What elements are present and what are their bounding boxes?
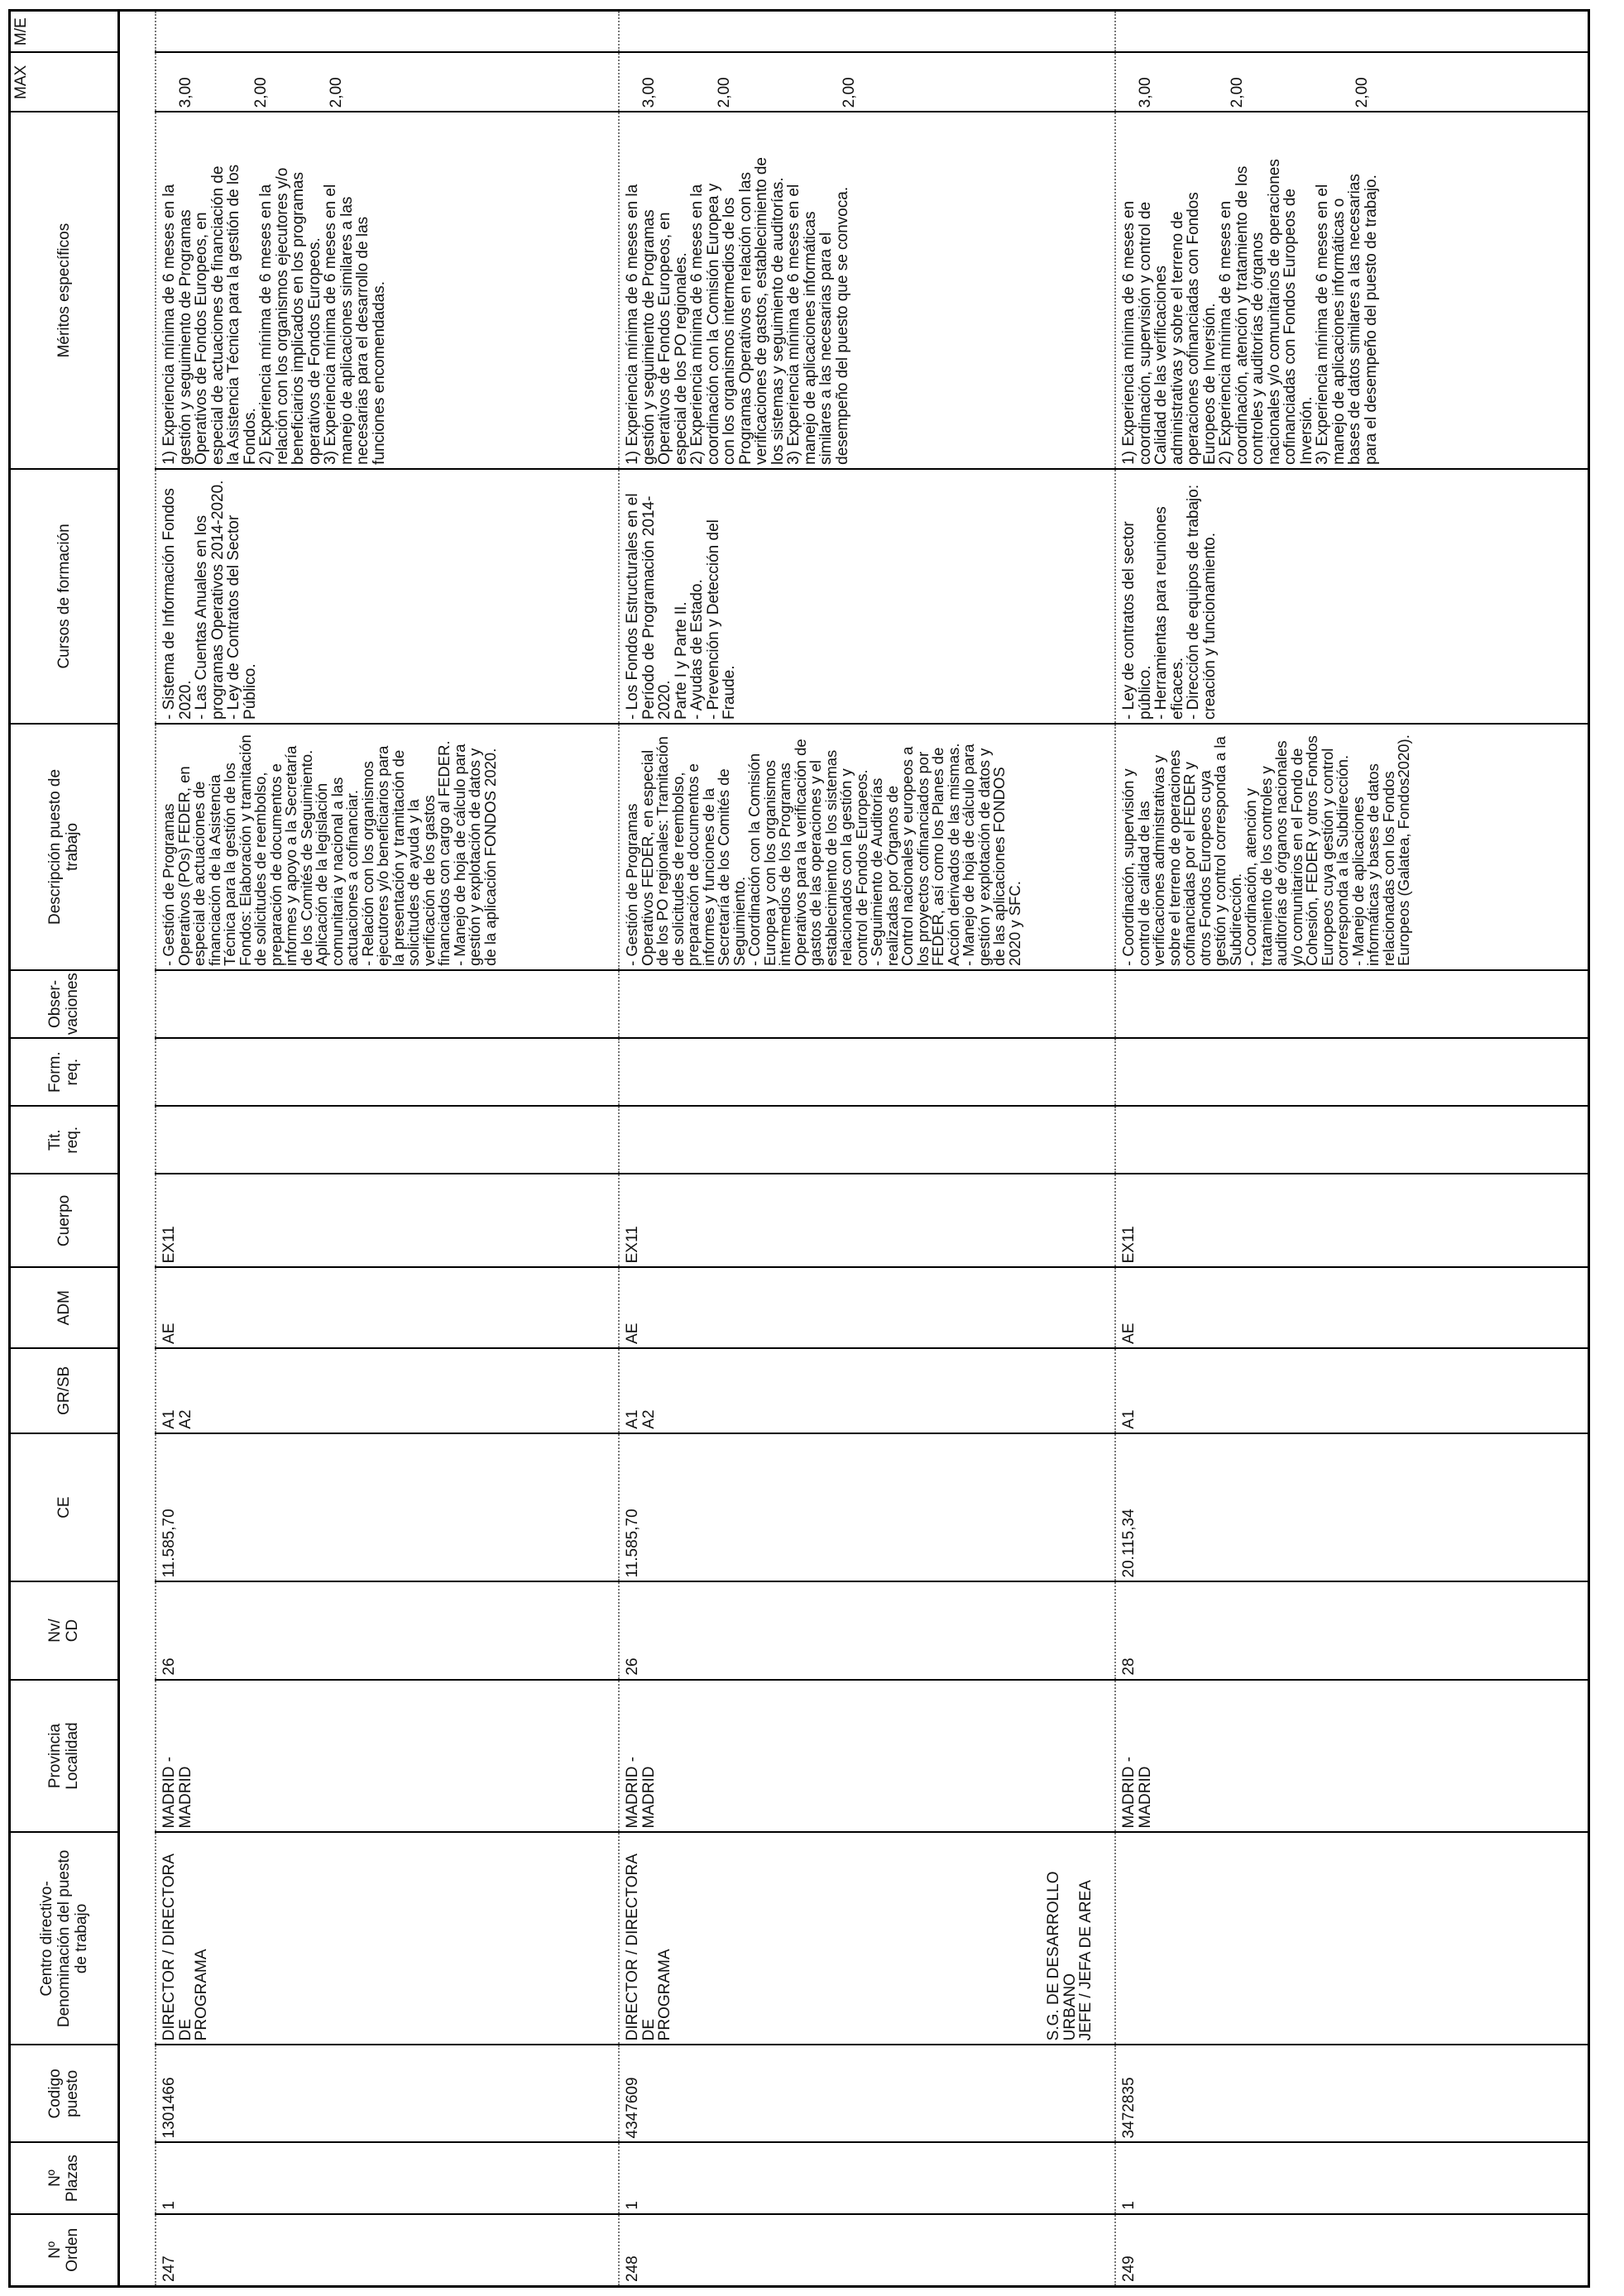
cell-descripcion: - Gestión de Programas Operativos (POs) FEDER, en especial de actuaciones de financiación de la Asistencia Técnica para la gestión de los Fondos: Elaboración y tramitación de solicitudes de reembolso, preparación de documentos e informes y apoyo a la Secretaría de los Comités de Seguimiento. Aplicación de la legislación comunitaria y nacional a las actuaciones a cofinanciar. - Relación con los organismos ejecutores y/o beneficiarios para la presentación y tramitación de solicitudes de ayuda y la verificación de los gastos financiados con cargo al FEDER. - Manejo de hoja de cálculo para gestión y explotación de datos y de la aplicación FONDOS 2020. (156, 724, 619, 970)
cell-cursos: - Ley de contratos del sector público. - Herramientas para reuniones eficaces. - Dirección de equipos de trabajo: creación y funcionamiento. (1115, 469, 1588, 724)
centro-denominacion: DIRECTOR / DIRECTORA DE PROGRAMA (160, 1854, 210, 2041)
cell-form (1115, 1038, 1588, 1106)
table-row (619, 12, 1115, 2285)
cell-cursos: - Los Fondos Estructurales en el Período de Programación 2014-2020. Parte I y Parte II. - Ayudas de Estado. - Prevención y Detección del Fraude. (619, 469, 1115, 724)
header-row (11, 12, 118, 2285)
cell-descripcion: - Gestión de Programas Operativos FEDER, en especial de los PO regionales: Tramitación de solicitudes de reembolso, preparación de documentos e informes y funciones de la Secretaría de los Comités de Seguimiento. - Coordinación con la Comisión Europea y con los organismos intermedios de los Programas Operativos para la verificación de gastos de las operaciones y el establecimiento de los sistemas relacionados con la gestión y control de Fondos Europeos. - Seguimiento de Auditorías realizadas por Órganos de Control nacionales y europeos a los proyectos cofinanciados por FEDER, así como los Planes de Acción derivados de las mismas. - Manejo de hoja de cálculo para gestión y explotación de datos y de las aplicaciones FONDOS 2020 y SFC. (619, 724, 1115, 970)
table-row (156, 12, 619, 2285)
cell-cuerpo: EX11 (156, 1174, 619, 1267)
cell-provincia: MADRID - MADRID (156, 1680, 619, 1833)
max-points-1: 3,00 (1136, 77, 1154, 108)
cell-cuerpo: EX11 (619, 1174, 1115, 1267)
cell-orden: 248 (619, 2214, 1115, 2285)
max-points-2: 2,00 (1228, 77, 1246, 108)
cell-ce: 20.115,34 (1115, 1433, 1588, 1582)
header-obs: Obser- vaciones (11, 970, 118, 1038)
header-form: Form. req. (11, 1038, 118, 1106)
cell-centro (1045, 1833, 1588, 2045)
cell-tit (1115, 1106, 1588, 1174)
cell-obs (619, 970, 1115, 1038)
cell-provincia: MADRID - MADRID (619, 1680, 1115, 1833)
cell-grsb: A1 A2 (619, 1348, 1115, 1433)
cell-descripcion: - Coordinación, supervisión y control de calidad de las verificaciones administrativas y sobre el terreno de operaciones cofinanciadas por el FEDER y otros Fondos Europeos cuya gestión y control corresponda a la Subdirección. - Coordinación, atención y tratamiento de los controles y auditorías de órganos nacionales y/o comunitarios en el Fondo de Cohesión, FEDER y otros Fondos Europeos cuya gestión y control corresponda a la Subdirección. - Manejo de aplicaciones informáticas y bases de datos relacionadas con los Fondos Europeos (Galatea, Fondos2020). (1115, 724, 1588, 970)
header-cuerpo: Cuerpo (11, 1174, 118, 1267)
cell-ce: 11.585,70 (619, 1433, 1115, 1582)
cell-max (619, 52, 1115, 112)
header-tit: Tit. req. (11, 1106, 118, 1174)
positions-table-sheet (8, 9, 1590, 2288)
cell-codigo: 1301466 (156, 2045, 619, 2142)
header-adm: ADM (11, 1267, 118, 1348)
cell-adm: AE (1115, 1267, 1588, 1348)
cell-nivel: 26 (156, 1581, 619, 1679)
cell-plazas: 1 (1115, 2142, 1588, 2213)
cell-adm: AE (156, 1267, 619, 1348)
cell-plazas: 1 (619, 2142, 1115, 2213)
max-points-1: 3,00 (176, 77, 194, 108)
header-plazas: Nº Plazas (11, 2142, 118, 2213)
max-points-3: 2,00 (1353, 77, 1371, 108)
cell-meritos: 1) Experiencia mínima de 6 meses en la gestión y seguimiento de Programas Operativos de Fondos Europeos, en especial de actuaciones de financiación de la Asistencia Técnica para la gestión de los Fondos. 2) Experiencia mínima de 6 meses en la relación con los organismos ejecutores y/o beneficiarios implicados en los programas operativos de Fondos Europeos. 3) Experiencia mínima de 6 meses en el manejo de aplicaciones similares a las necesarias para el desarrollo de las funciones encomendadas. (156, 112, 619, 468)
max-points-2: 2,00 (715, 77, 733, 108)
cell-me (1115, 12, 1588, 52)
cell-provincia: MADRID - MADRID (1115, 1680, 1588, 1833)
max-points-3: 2,00 (327, 77, 345, 108)
cell-form (156, 1038, 619, 1106)
cell-orden: 249 (1120, 2255, 1138, 2282)
max-points-2: 2,00 (252, 77, 270, 108)
cell-orden: 247 (156, 2214, 619, 2285)
max-points-3: 2,00 (840, 77, 858, 108)
cell-nivel: 28 (1115, 1581, 1588, 1679)
cell-tit (619, 1106, 1115, 1174)
cell-grsb: A1 A2 (156, 1348, 619, 1433)
table-row (1115, 12, 1588, 2285)
centro-prefix: S.G. DE DESARROLLO URBANO (1045, 1871, 1079, 2041)
header-orden: Nº Orden (11, 2214, 118, 2285)
cell-centro (156, 1833, 619, 2045)
header-max: MAX (11, 52, 118, 112)
cell-form (619, 1038, 1115, 1106)
header-descripcion: Descripción puesto de trabajo (11, 724, 118, 970)
cell-cursos: - Sistema de Información Fondos 2020. - Las Cuentas Anuales en los programas Operativos 2014-2020. - Ley de Contratos del Sector Público. (156, 469, 619, 724)
cell-ce: 11.585,70 (156, 1433, 619, 1582)
cell-nivel: 26 (619, 1581, 1115, 1679)
cell-adm: AE (619, 1267, 1115, 1348)
header-meritos: Méritos específicos (11, 112, 118, 468)
cell-obs (156, 970, 619, 1038)
header-me: M/E (11, 12, 118, 52)
cell-plazas: 1 (156, 2142, 619, 2213)
cell-me (156, 12, 619, 52)
cell-codigo: 3472835 (1115, 2045, 1588, 2142)
centro-denominacion: JEFE / JEFA DE AREA (1077, 1880, 1095, 2041)
centro-denominacion: DIRECTOR / DIRECTORA DE PROGRAMA (624, 1854, 673, 2041)
cell-meritos: 1) Experiencia mínima de 6 meses en coordinación, supervisión y control de Calidad de las verificaciones administrativas y sobre el terreno de operaciones cofinanciadas con Fondos Europeos de Inversión. 2) Experiencia mínima de 6 meses en coordinación, atención y tratamiento de los controles y auditorías de órganos nacionales y/o comunitarios de operaciones cofinanciadas con Fondos Europeos de Inversión. 3) Experiencia mínima de 6 meses en el manejo de aplicaciones informáticas o bases de datos similares a las necesarias para el desempeño del puesto de trabajo. (1115, 112, 1588, 468)
cell-cuerpo: EX11 (1115, 1174, 1588, 1267)
positions-table (11, 12, 1588, 2285)
cell-max (1115, 52, 1588, 112)
cell-max (156, 52, 619, 112)
header-centro: Centro directivo- Denominación del puesto de trabajo (11, 1833, 118, 2045)
spacer-row (118, 12, 156, 2285)
header-cursos: Cursos de formación (11, 469, 118, 724)
cell-codigo: 4347609 (619, 2045, 1115, 2142)
cell-grsb: A1 (1115, 1348, 1588, 1433)
header-codigo: Codigo puesto (11, 2045, 118, 2142)
header-provincia: Provincia Localidad (11, 1680, 118, 1833)
cell-meritos: 1) Experiencia mínima de 6 meses en la gestión y seguimiento de Programas Operativos de Fondos Europeos, en especial de los PO regionales. 2) Experiencia mínima de 6 meses en la coordinación con la Comisión Europea y con los organismos intermedios de los Programas Operativos en relación con las verificaciones de gastos, establecimiento de los sistemas y seguimiento de auditorías. 3) Experiencia mínima de 6 meses en el manejo de aplicaciones informáticas similares a las necesarias para el desempeño del puesto que se convoca. (619, 112, 1115, 468)
cell-me (619, 12, 1115, 52)
cell-centro (619, 1833, 1115, 2045)
header-nivel: Nv/ CD (11, 1581, 118, 1679)
header-grsb: GR/SB (11, 1348, 118, 1433)
cell-obs (1115, 970, 1588, 1038)
cell-tit (156, 1106, 619, 1174)
max-points-1: 3,00 (640, 77, 658, 108)
header-ce: CE (11, 1433, 118, 1582)
